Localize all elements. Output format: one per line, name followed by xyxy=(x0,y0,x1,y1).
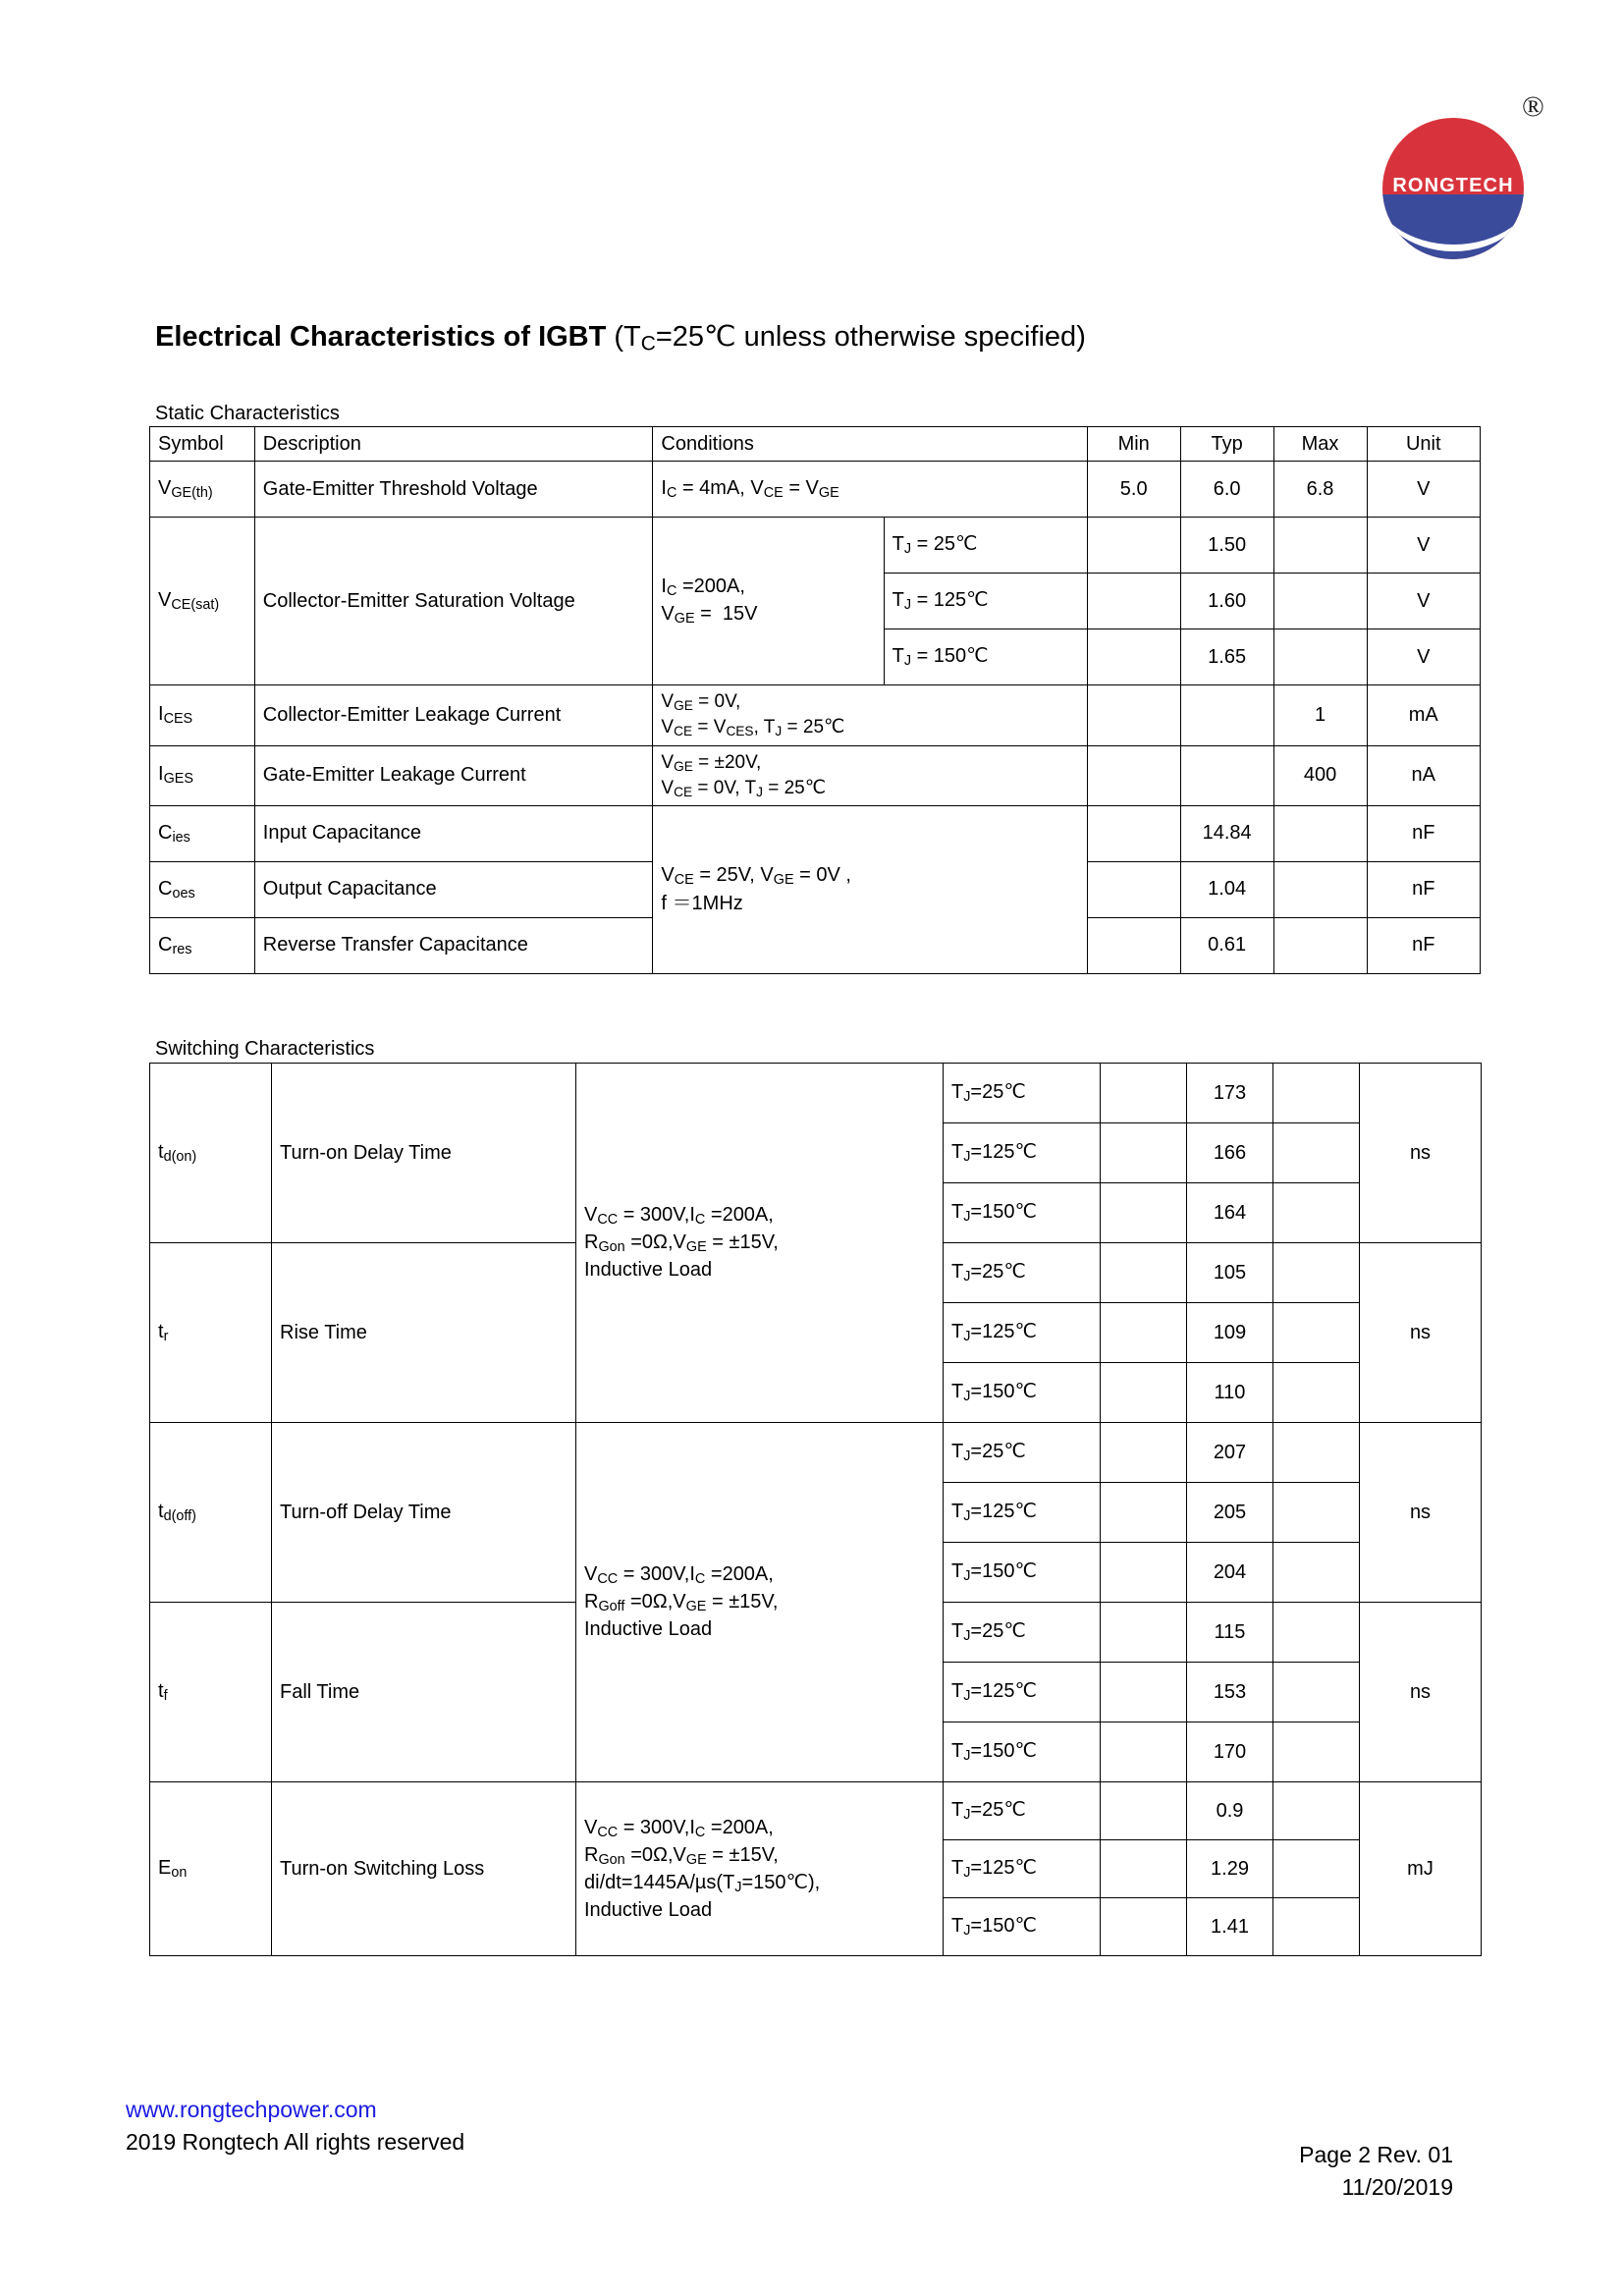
footer-right xyxy=(1080,2139,1453,2203)
row-symbol: $V_{CE(sat)}$ xyxy=(150,518,255,685)
page-title-rest-prefix: (T xyxy=(606,321,641,353)
row-min xyxy=(1101,1840,1187,1898)
row-unit: V xyxy=(1367,518,1481,574)
row-max xyxy=(1273,1243,1360,1303)
switching-characteristics-table xyxy=(149,1063,1482,1956)
page-title xyxy=(155,319,1086,356)
row-min xyxy=(1101,1064,1187,1123)
row-min xyxy=(1101,1363,1187,1423)
subrow-condition: $T_J$ = 150℃ xyxy=(884,629,1087,685)
row-max: 400 xyxy=(1273,745,1367,805)
row-unit: mA xyxy=(1367,685,1481,745)
row-min xyxy=(1101,1543,1187,1603)
row-typ: 173 xyxy=(1187,1064,1273,1123)
table-row xyxy=(150,1423,1482,1483)
row-symbol: $C_{oes}$ xyxy=(150,861,255,917)
subrow-condition: $T_J=25℃$ xyxy=(944,1782,1101,1840)
row-description: Collector-Emitter Saturation Voltage xyxy=(254,518,653,685)
row-symbol: $t_f$ xyxy=(150,1603,272,1782)
row-unit: nF xyxy=(1367,917,1481,973)
row-min xyxy=(1087,745,1180,805)
row-typ: 0.9 xyxy=(1187,1782,1273,1840)
row-max xyxy=(1273,1898,1360,1956)
row-typ: 1.29 xyxy=(1187,1840,1273,1898)
row-min xyxy=(1087,574,1180,629)
col-header-symbol: Symbol xyxy=(150,427,255,462)
row-symbol: $E_{on}$ xyxy=(150,1782,272,1956)
col-header-conditions: Conditions xyxy=(653,427,1087,462)
row-unit: V xyxy=(1367,629,1481,685)
row-min xyxy=(1101,1663,1187,1722)
col-header-description: Description xyxy=(254,427,653,462)
row-max: 1 xyxy=(1273,685,1367,745)
row-typ: 6.0 xyxy=(1180,462,1273,518)
row-conditions: $V_{GE} = \pm 20V$, $V_{CE} = 0V$, $T_J$ = 25℃ xyxy=(653,745,1087,805)
row-min: 5.0 xyxy=(1087,462,1180,518)
subrow-condition: $T_J=25℃$ xyxy=(944,1064,1101,1123)
row-typ: 166 xyxy=(1187,1123,1273,1183)
row-min xyxy=(1101,1898,1187,1956)
row-max xyxy=(1273,805,1367,861)
row-description: Input Capacitance xyxy=(254,805,653,861)
subrow-condition: $T_J$ = 125℃ xyxy=(884,574,1087,629)
table-header-row xyxy=(150,427,1481,462)
row-description: Turn-off Delay Time xyxy=(272,1423,576,1603)
subrow-condition: $T_J=125℃$ xyxy=(944,1123,1101,1183)
row-min xyxy=(1087,685,1180,745)
row-max xyxy=(1273,1663,1360,1722)
row-min xyxy=(1087,861,1180,917)
row-min xyxy=(1101,1243,1187,1303)
registered-trademark-icon: ® xyxy=(1522,90,1544,123)
row-description: Fall Time xyxy=(272,1603,576,1782)
row-max xyxy=(1273,1064,1360,1123)
row-max xyxy=(1273,574,1367,629)
footer-website-link[interactable]: www.rongtechpower.com xyxy=(126,2097,377,2122)
row-typ: 1.60 xyxy=(1180,574,1273,629)
page-title-bold: Electrical Characteristics of IGBT xyxy=(155,321,607,353)
table-row xyxy=(150,745,1481,805)
row-max xyxy=(1273,518,1367,574)
footer-date: 11/20/2019 xyxy=(1341,2173,1453,2200)
subrow-condition: $T_J=125℃$ xyxy=(944,1840,1101,1898)
row-conditions: $I_C = 4mA$, $V_{CE} = V_{GE}$ xyxy=(653,462,1087,518)
row-symbol: $t_{d(off)}$ xyxy=(150,1423,272,1603)
row-typ: 1.04 xyxy=(1180,861,1273,917)
row-max xyxy=(1273,917,1367,973)
group-conditions: $V_{CC} = 300V,I_C =200A$, $R_{Goff} =0\Omega,V_{GE} = \pm 15V$, Inductive Load xyxy=(576,1423,944,1782)
static-characteristics-table xyxy=(149,426,1481,974)
row-typ: 205 xyxy=(1187,1483,1273,1543)
row-min xyxy=(1087,917,1180,973)
row-unit: ns xyxy=(1360,1064,1482,1243)
row-typ: 14.84 xyxy=(1180,805,1273,861)
row-typ: 153 xyxy=(1187,1663,1273,1722)
row-min xyxy=(1101,1303,1187,1363)
row-description: Turn-on Switching Loss xyxy=(272,1782,576,1956)
row-unit: nF xyxy=(1367,861,1481,917)
row-typ xyxy=(1180,745,1273,805)
table-row xyxy=(150,1064,1482,1123)
row-min xyxy=(1101,1123,1187,1183)
row-min xyxy=(1087,805,1180,861)
logo-brand-text: RONGTECH xyxy=(1392,175,1514,196)
row-typ: 1.65 xyxy=(1180,629,1273,685)
subrow-condition: $T_J=25℃$ xyxy=(944,1423,1101,1483)
row-typ: 207 xyxy=(1187,1423,1273,1483)
row-typ: 110 xyxy=(1187,1363,1273,1423)
row-max xyxy=(1273,1183,1360,1243)
table-row xyxy=(150,462,1481,518)
static-characteristics-label: Static Characteristics xyxy=(155,403,340,424)
row-unit: V xyxy=(1367,574,1481,629)
logo-circle-shape xyxy=(1382,118,1524,259)
subrow-condition: $T_J=125℃$ xyxy=(944,1663,1101,1722)
row-description: Rise Time xyxy=(272,1243,576,1423)
footer-left xyxy=(126,2094,464,2158)
row-symbol: $V_{GE(th)}$ xyxy=(150,462,255,518)
row-max xyxy=(1273,1423,1360,1483)
row-description: Gate-Emitter Leakage Current xyxy=(254,745,653,805)
footer-page-revision: Page 2 Rev. 01 xyxy=(1299,2142,1453,2167)
row-description: Output Capacitance xyxy=(254,861,653,917)
subrow-condition: $T_J=150℃$ xyxy=(944,1183,1101,1243)
row-description: Reverse Transfer Capacitance xyxy=(254,917,653,973)
row-max xyxy=(1273,1840,1360,1898)
row-typ: 115 xyxy=(1187,1603,1273,1663)
row-min xyxy=(1101,1483,1187,1543)
row-conditions: $V_{GE} = 0V$, $V_{CE} = V_{CES}$, $T_J$ = 25℃ xyxy=(653,685,1087,745)
row-max xyxy=(1273,1483,1360,1543)
row-max xyxy=(1273,1123,1360,1183)
table-row xyxy=(150,1782,1482,1840)
row-max xyxy=(1273,1543,1360,1603)
subrow-condition: $T_J=125℃$ xyxy=(944,1483,1101,1543)
row-unit: ns xyxy=(1360,1423,1482,1603)
row-typ xyxy=(1180,685,1273,745)
row-min xyxy=(1101,1782,1187,1840)
row-max xyxy=(1273,861,1367,917)
row-typ: 0.61 xyxy=(1180,917,1273,973)
page-title-rest-suffix: =25℃ unless otherwise specified) xyxy=(655,321,1086,353)
group-conditions: $V_{CC} = 300V,I_C =200A$, $R_{Gon} =0\Omega,V_{GE} = \pm 15V$, Inductive Load xyxy=(576,1064,944,1423)
subrow-condition: $T_J=25℃$ xyxy=(944,1243,1101,1303)
col-header-typ: Typ xyxy=(1180,427,1273,462)
row-symbol: $I_{GES}$ xyxy=(150,745,255,805)
row-typ: 164 xyxy=(1187,1183,1273,1243)
row-description: Turn-on Delay Time xyxy=(272,1064,576,1243)
row-min xyxy=(1101,1423,1187,1483)
row-symbol: $C_{res}$ xyxy=(150,917,255,973)
subrow-condition: $T_J=25℃$ xyxy=(944,1603,1101,1663)
row-max xyxy=(1273,629,1367,685)
row-typ: 105 xyxy=(1187,1243,1273,1303)
row-conditions: $I_C =200A$, $V_{GE} = 15V$ xyxy=(653,518,884,685)
row-typ: 109 xyxy=(1187,1303,1273,1363)
row-typ: 204 xyxy=(1187,1543,1273,1603)
col-header-min: Min xyxy=(1087,427,1180,462)
row-typ: 1.41 xyxy=(1187,1898,1273,1956)
table-row xyxy=(150,518,1481,574)
subrow-condition: $T_J$ = 25℃ xyxy=(884,518,1087,574)
row-min xyxy=(1101,1722,1187,1782)
row-max: 6.8 xyxy=(1273,462,1367,518)
footer-copyright: 2019 Rongtech All rights reserved xyxy=(126,2128,465,2155)
row-unit: ns xyxy=(1360,1243,1482,1423)
row-max xyxy=(1273,1303,1360,1363)
row-min xyxy=(1101,1183,1187,1243)
group-conditions: $V_{CC} = 300V,I_C =200A$, $R_{Gon} =0\Omega,V_{GE} = \pm 15V$, $di/dt=1445A/\mu s(T_J=150℃)$, Inductive Load xyxy=(576,1782,944,1956)
switching-characteristics-label: Switching Characteristics xyxy=(155,1038,375,1060)
row-typ: 1.50 xyxy=(1180,518,1273,574)
subrow-condition: $T_J=150℃$ xyxy=(944,1543,1101,1603)
rongtech-logo xyxy=(1365,90,1561,257)
table-row xyxy=(150,685,1481,745)
row-max xyxy=(1273,1722,1360,1782)
subrow-condition: $T_J=150℃$ xyxy=(944,1898,1101,1956)
row-symbol: $C_{ies}$ xyxy=(150,805,255,861)
row-unit: nF xyxy=(1367,805,1481,861)
row-min xyxy=(1087,629,1180,685)
row-symbol: $t_r$ xyxy=(150,1243,272,1423)
col-header-unit: Unit xyxy=(1367,427,1481,462)
row-conditions-shared: $V_{CE} = 25V$, $V_{GE} = 0V$ , f ＝1MHz xyxy=(653,805,1087,973)
row-min xyxy=(1087,518,1180,574)
subrow-condition: $T_J=150℃$ xyxy=(944,1722,1101,1782)
subrow-condition: $T_J=125℃$ xyxy=(944,1303,1101,1363)
row-unit: V xyxy=(1367,462,1481,518)
subrow-condition: $T_J=150℃$ xyxy=(944,1363,1101,1423)
row-symbol: $I_{CES}$ xyxy=(150,685,255,745)
row-symbol: $t_{d(on)}$ xyxy=(150,1064,272,1243)
row-description: Collector-Emitter Leakage Current xyxy=(254,685,653,745)
page-title-sub: C xyxy=(640,332,656,355)
row-max xyxy=(1273,1603,1360,1663)
row-unit: nA xyxy=(1367,745,1481,805)
row-unit: mJ xyxy=(1360,1782,1482,1956)
row-description: Gate-Emitter Threshold Voltage xyxy=(254,462,653,518)
row-max xyxy=(1273,1363,1360,1423)
row-max xyxy=(1273,1782,1360,1840)
col-header-max: Max xyxy=(1273,427,1367,462)
row-unit: ns xyxy=(1360,1603,1482,1782)
table-row xyxy=(150,805,1481,861)
row-min xyxy=(1101,1603,1187,1663)
row-typ: 170 xyxy=(1187,1722,1273,1782)
